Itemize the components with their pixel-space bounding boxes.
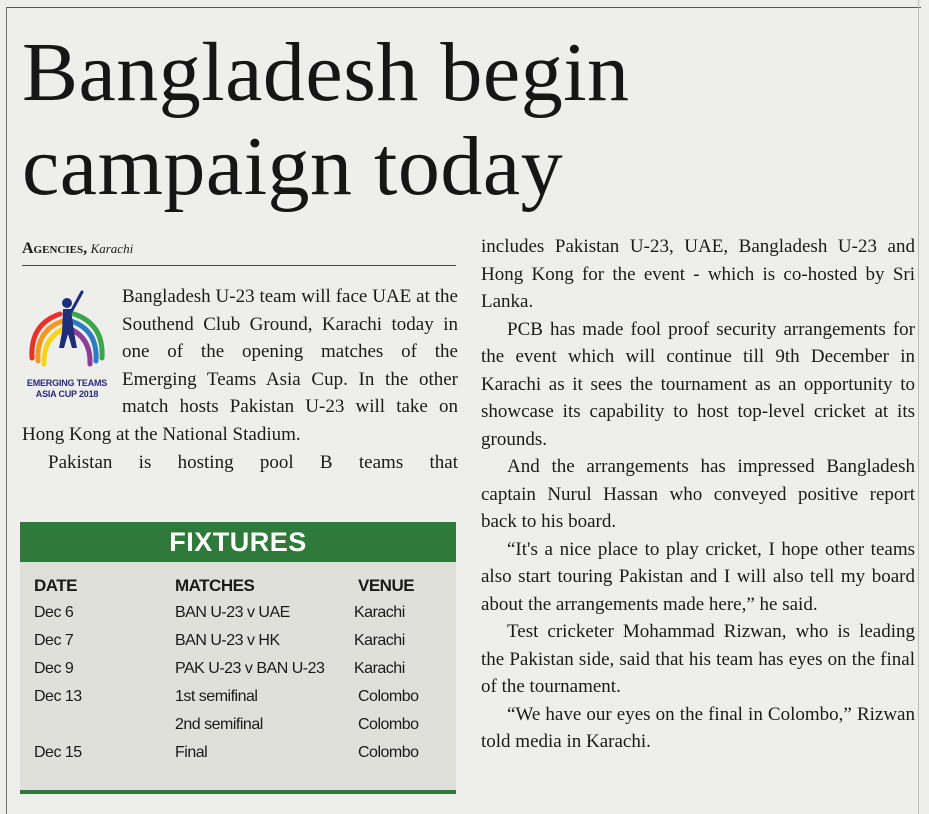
byline-location: Karachi [90, 241, 134, 256]
article-paragraph: PCB has made fool proof security arrangements for the event which will continue till 9th December in Karachi as it sees the tournament as an opportunity to showcase its capability to host top-level cricket at its grounds. [481, 318, 915, 450]
fixture-venue: Karachi [354, 632, 405, 649]
article-paragraph: Bangladesh U-23 team will face UAE at the Southend Club Ground, Karachi today in one of the opening matches of the Emerging Teams Asia Cup. In the other match hosts Pakistan U-23 will take on Hong Kong at the National Stadium. [22, 286, 458, 445]
byline-agency: Agencies, [22, 240, 88, 257]
top-border-rule [6, 7, 921, 8]
fixture-row [20, 683, 456, 711]
fixture-venue: Karachi [354, 660, 405, 677]
column-header-date: DATE [34, 576, 78, 595]
left-border-rule [6, 7, 7, 814]
article-paragraph: “It's a nice place to play cricket, I hope other teams also start touring Pakistan and I will also tell my board about the arrangements made here,” he said. [481, 538, 915, 615]
fixtures-table [20, 522, 456, 794]
fixture-match: Final [175, 744, 208, 761]
fixture-date: Dec 6 [34, 604, 74, 621]
emerging-teams-asia-cup-logo [22, 288, 112, 406]
article-paragraph: Pakistan is hosting pool B teams that [48, 451, 458, 473]
column-header-matches: MATCHES [175, 576, 255, 595]
fixture-match: BAN U-23 v HK [175, 632, 280, 649]
article-paragraph: “We have our eyes on the final in Colombo,” Rizwan told media in Karachi. [481, 703, 915, 752]
article-paragraph: includes Pakistan U-23, UAE, Bangladesh U-23 and Hong Kong for the event - which is co-hosted by Sri Lanka. [481, 236, 915, 312]
logo-line-1: EMERGING TEAMS [26, 378, 108, 388]
fixture-venue: Colombo [358, 716, 419, 733]
fixture-match: PAK U-23 v BAN U-23 [175, 660, 325, 677]
fixture-row [20, 599, 456, 627]
right-column-rule [918, 0, 919, 814]
byline-divider [22, 265, 456, 266]
fixture-match: 1st semifinal [175, 688, 258, 705]
article-paragraph: And the arrangements has impressed Bangladesh captain Nurul Hassan who conveyed positive report back to his board. [481, 456, 915, 532]
article-headline: Bangladesh begin campaign today [22, 26, 630, 213]
cricket-batsman-swoosh-icon [22, 288, 112, 378]
fixture-row [20, 655, 456, 683]
fixtures-header-row [20, 572, 456, 600]
article-column-right [481, 233, 915, 756]
article-paragraph: Test cricketer Mohammad Rizwan, who is leading the Pakistan side, said that his team has eyes on the final of the tournament. [481, 621, 915, 697]
fixtures-title: FIXTURES [20, 522, 456, 562]
byline [22, 240, 133, 259]
fixture-venue: Karachi [354, 604, 405, 621]
fixture-row [20, 627, 456, 655]
fixture-venue: Colombo [358, 688, 419, 705]
fixture-date: Dec 13 [34, 688, 82, 705]
fixture-venue: Colombo [358, 744, 419, 761]
fixture-match: 2nd semifinal [175, 716, 263, 733]
fixture-row [20, 739, 456, 767]
column-header-venue: VENUE [358, 576, 415, 595]
fixture-match: BAN U-23 v UAE [175, 604, 290, 621]
fixture-date: Dec 15 [34, 744, 82, 761]
fixture-date: Dec 9 [34, 660, 74, 677]
logo-line-2: ASIA CUP 2018 [35, 389, 99, 399]
fixture-row [20, 711, 456, 739]
fixture-date: Dec 7 [34, 632, 74, 649]
